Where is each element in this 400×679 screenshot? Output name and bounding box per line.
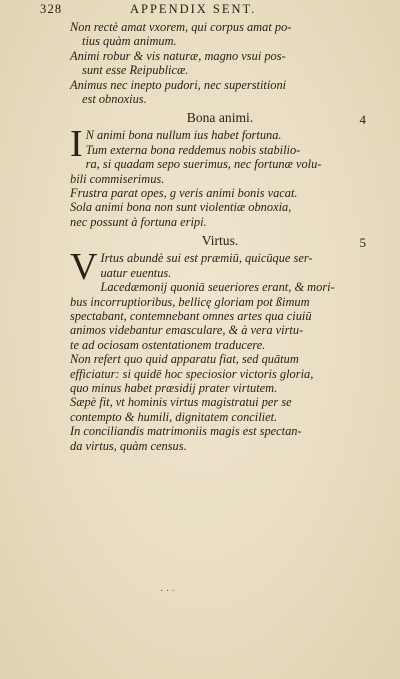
text-line: Animi robur & vis naturæ, magno vsui pos- <box>70 48 286 63</box>
text-line: animos videbantur emasculare, & à vera virtu- <box>70 323 304 338</box>
text-line: Animus nec inepto pudori, nec superstitioni <box>70 77 287 92</box>
text-line: N animi bona nullum ius habet fortuna. <box>85 128 282 143</box>
text-line: bili commiserimus. <box>70 171 165 186</box>
text-line: te ad ociosam ostentationem traducere. <box>70 337 266 352</box>
text-line: In conciliandis matrimoniis magis est spectan- <box>70 424 302 439</box>
drop-cap: V <box>70 246 98 289</box>
text-line: efficiatur: si quidē hoc speciosior victoris gloria, <box>70 366 314 381</box>
text-line: sunt esse Reipublicæ. <box>82 63 189 78</box>
text-line: quo minus habet præsidij prater virtutem. <box>70 380 278 395</box>
text-line: contempto & humili, dignitatem conciliet. <box>70 409 278 424</box>
section-heading-virtus <box>70 233 370 251</box>
text-line: tius quàm animum. <box>82 34 177 49</box>
section-number: 5 <box>359 235 366 251</box>
page-ornament: · · · <box>160 586 175 597</box>
text-line: Sæpè fit, vt hominis virtus magistratui per se <box>70 395 292 410</box>
section-heading-bona <box>70 110 370 128</box>
text-line: Lacedæmonij quoniā seueriores erant, & mori- <box>100 280 335 295</box>
text-line: uatur euentus. <box>100 265 172 280</box>
text-line: Sola animi bona non sunt violentiæ obnoxia, <box>70 200 292 215</box>
section-body-virtus <box>70 246 370 453</box>
section-title: Virtus. <box>201 233 239 249</box>
text-line: Frustra parat opes, g veris animi bonis vacat. <box>70 186 298 201</box>
text-line: Irtus abundè sui est præmiū, quicūque ser- <box>100 251 313 266</box>
text-line: da virtus, quàm census. <box>70 438 187 453</box>
text-line: Tum externa bona reddemus nobis stabilio- <box>85 142 301 157</box>
main-text <box>70 20 370 453</box>
section-title: Bona animi. <box>186 110 254 126</box>
section-body-bona <box>70 123 370 229</box>
drop-cap: I <box>70 123 83 166</box>
text-line: ra, si quadam sepo suerimus, nec fortunæ volu- <box>85 157 322 172</box>
text-line: bus incorruptioribus, bellicę gloriam pot ßimum <box>70 294 310 309</box>
page-number: 328 <box>40 2 63 16</box>
section-number: 4 <box>359 112 366 128</box>
text-line: nec possunt à fortuna eripi. <box>70 214 207 229</box>
running-title: APPENDIX SENT. <box>130 2 257 16</box>
text-line: Non rectè amat vxorem, qui corpus amat po- <box>70 20 292 34</box>
text-line: spectabant, contemnebant omnes artes qua ciuiū <box>70 308 312 323</box>
text-line: Non refert quo quid apparatu fiat, sed quātum <box>70 352 299 367</box>
text-line: est obnoxius. <box>82 92 147 107</box>
